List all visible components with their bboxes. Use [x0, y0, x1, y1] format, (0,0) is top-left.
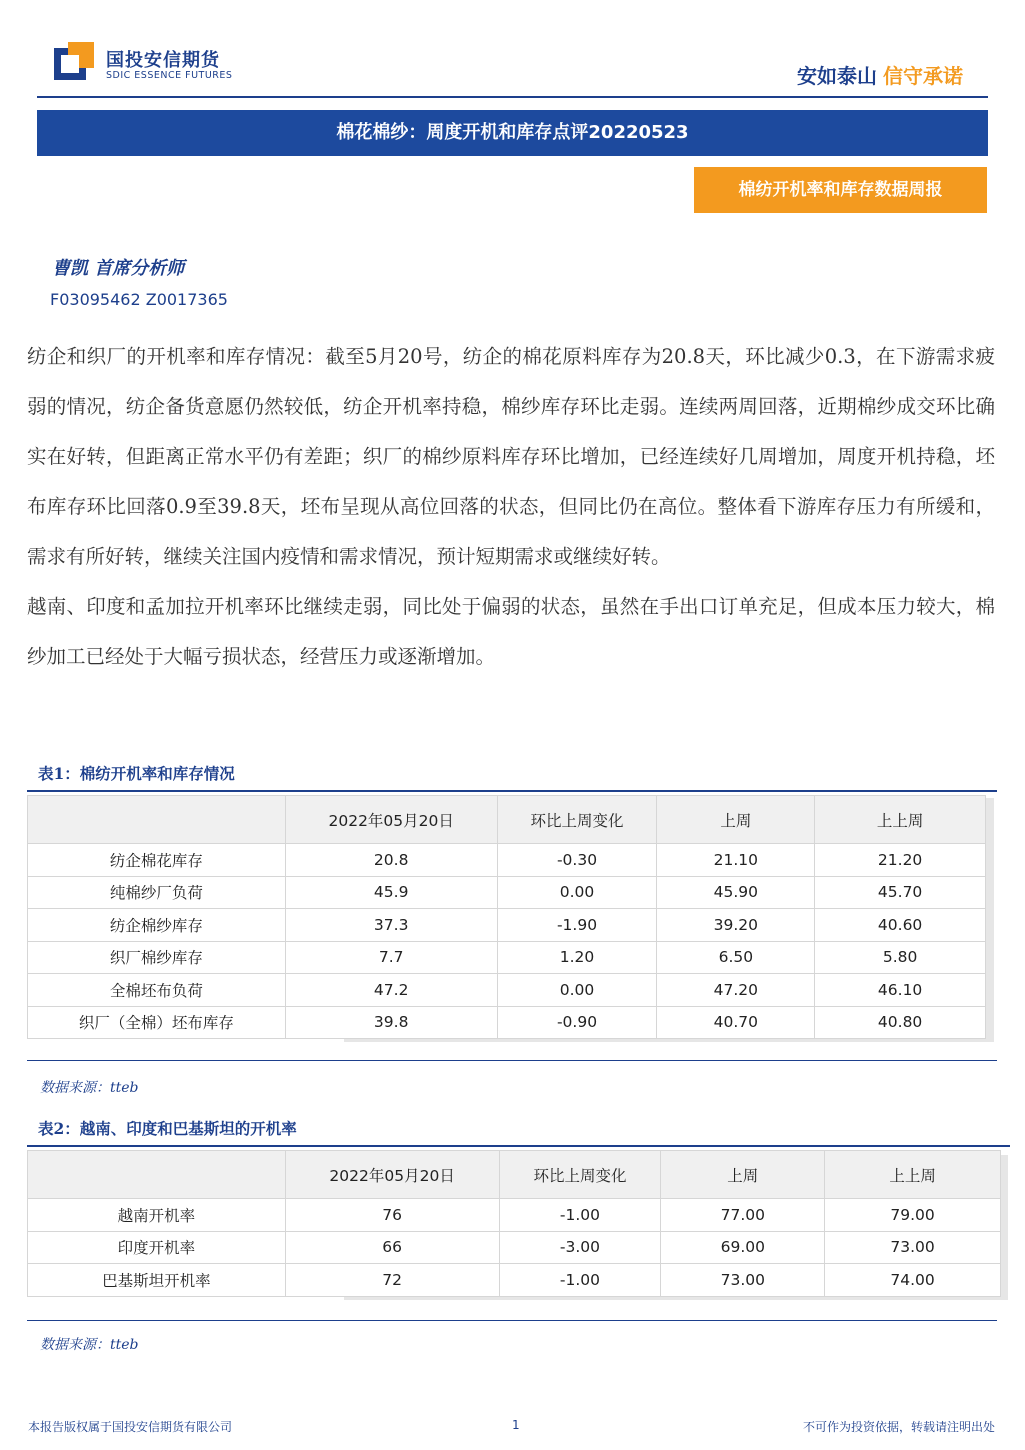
table-cell: 39.20	[657, 909, 815, 942]
table2-header-cell: 上上周	[825, 1151, 1001, 1199]
company-logo	[52, 40, 252, 88]
slogan-part-1: 安如泰山	[797, 64, 877, 88]
table-cell: 77.00	[661, 1199, 825, 1232]
table-cell: 76	[285, 1199, 499, 1232]
table2-header-cell: 环比上周变化	[499, 1151, 661, 1199]
table2-source: 数据来源：tteb	[40, 1337, 139, 1353]
table1-header-cell	[28, 796, 286, 844]
table2-caption: 表2：越南、印度和巴基斯坦的开机率	[38, 1119, 297, 1138]
logo-english-name: SDIC ESSENCE FUTURES	[106, 70, 233, 81]
table-cell: 45.70	[815, 876, 986, 909]
footer-page-number: 1	[512, 1418, 520, 1432]
table-row	[28, 1006, 986, 1039]
table-row	[28, 941, 986, 974]
table-cell: 纺企棉纱库存	[28, 909, 286, 942]
table2-header-cell	[28, 1151, 286, 1199]
report-body	[27, 332, 995, 682]
table2-bottom-rule	[27, 1320, 997, 1321]
table1-bottom-rule	[27, 1060, 997, 1061]
table-cell: 66	[285, 1231, 499, 1264]
table-cell: 46.10	[815, 974, 986, 1007]
table1-caption: 表1：棉纺开机率和库存情况	[38, 764, 235, 783]
header-divider	[37, 96, 988, 98]
logo-chinese-name: 国投安信期货	[106, 50, 220, 71]
table2-header-row	[28, 1151, 1001, 1199]
table-cell: 69.00	[661, 1231, 825, 1264]
table-cell: 5.80	[815, 941, 986, 974]
table1-source: 数据来源：tteb	[40, 1080, 139, 1096]
company-slogan	[797, 60, 963, 89]
slogan-part-2: 信守承诺	[883, 64, 963, 88]
table-cell: 7.7	[285, 941, 497, 974]
table1-header-cell: 上上周	[815, 796, 986, 844]
table1-header-row	[28, 796, 986, 844]
table-cell: 1.20	[497, 941, 657, 974]
body-paragraph-2: 越南、印度和孟加拉开机率环比继续走弱，同比处于偏弱的状态，虽然在手出口订单充足，但成本压力较大，棉纱加工已经处于大幅亏损状态，经营压力或逐渐增加。	[27, 595, 995, 668]
table-cell: 74.00	[825, 1264, 1001, 1297]
table-cell: 0.00	[497, 974, 657, 1007]
table-row	[28, 1231, 1001, 1264]
table-cell: -0.30	[497, 844, 657, 877]
table-row	[28, 876, 986, 909]
table-cell: 40.70	[657, 1006, 815, 1039]
report-title: 棉花棉纱：周度开机和库存点评20220523	[37, 110, 988, 156]
table-cell: 巴基斯坦开机率	[28, 1264, 286, 1297]
table-cell: -3.00	[499, 1231, 661, 1264]
table-cell: -1.00	[499, 1264, 661, 1297]
table1-header-cell: 2022年05月20日	[285, 796, 497, 844]
footer-copyright: 本报告版权属于国投安信期货有限公司	[28, 1420, 233, 1434]
table2-header-cell: 2022年05月20日	[285, 1151, 499, 1199]
table-cell: 纯棉纱厂负荷	[28, 876, 286, 909]
table-row	[28, 909, 986, 942]
table-row	[28, 974, 986, 1007]
table-row	[28, 1264, 1001, 1297]
table-cell: 79.00	[825, 1199, 1001, 1232]
table-cell: 20.8	[285, 844, 497, 877]
author-name: 曹凯 首席分析师	[52, 258, 185, 279]
table-cell: -0.90	[497, 1006, 657, 1039]
table-cell: 37.3	[285, 909, 497, 942]
author-license-ids: F03095462 Z0017365	[50, 290, 228, 309]
table-cell: 0.00	[497, 876, 657, 909]
table-row	[28, 1199, 1001, 1232]
table-cell: 40.80	[815, 1006, 986, 1039]
table-cell: 印度开机率	[28, 1231, 286, 1264]
table-cell: 73.00	[825, 1231, 1001, 1264]
table-cell: 织厂（全棉）坯布库存	[28, 1006, 286, 1039]
table2-caption-rule	[27, 1145, 1010, 1147]
table-cell: 织厂棉纱库存	[28, 941, 286, 974]
table-cell: 越南开机率	[28, 1199, 286, 1232]
table2	[27, 1150, 1001, 1297]
table-cell: 73.00	[661, 1264, 825, 1297]
table-cell: -1.90	[497, 909, 657, 942]
body-paragraph-1: 纺企和织厂的开机率和库存情况：截至5月20号，纺企的棉花原料库存为20.8天，环比减少0.3，在下游需求疲弱的情况，纺企备货意愿仍然较低，纺企开机率持稳，棉纱库存环比走弱。连续两周回落，近期棉纱成交环比确实在好转，但距离正常水平仍有差距；织厂的棉纱原料库存环比增加，已经连续好几周增加，周度开机持稳，坯布库存环比回落0.9至39.8天，坯布呈现从高位回落的状态，但同比仍在高位。整体看下游库存压力有所缓和，需求有所好转，继续关注国内疫情和需求情况，预计短期需求或继续好转。	[27, 345, 995, 568]
table-cell: 21.20	[815, 844, 986, 877]
table-cell: 45.90	[657, 876, 815, 909]
logo-mark-icon	[52, 40, 96, 84]
table-cell: 39.8	[285, 1006, 497, 1039]
table-cell: 72	[285, 1264, 499, 1297]
table-cell: 全棉坯布负荷	[28, 974, 286, 1007]
table-cell: 47.20	[657, 974, 815, 1007]
table1-header-cell: 上周	[657, 796, 815, 844]
report-subtitle: 棉纺开机率和库存数据周报	[694, 167, 987, 213]
table-cell: 6.50	[657, 941, 815, 974]
table-cell: 45.9	[285, 876, 497, 909]
table-cell: 纺企棉花库存	[28, 844, 286, 877]
table-row	[28, 844, 986, 877]
table-cell: 40.60	[815, 909, 986, 942]
table-cell: 47.2	[285, 974, 497, 1007]
table-cell: -1.00	[499, 1199, 661, 1232]
table1-caption-rule	[27, 790, 997, 792]
table1	[27, 795, 986, 1039]
table1-header-cell: 环比上周变化	[497, 796, 657, 844]
footer-disclaimer: 不可作为投资依据，转载请注明出处	[802, 1420, 995, 1434]
table2-header-cell: 上周	[661, 1151, 825, 1199]
table-cell: 21.10	[657, 844, 815, 877]
